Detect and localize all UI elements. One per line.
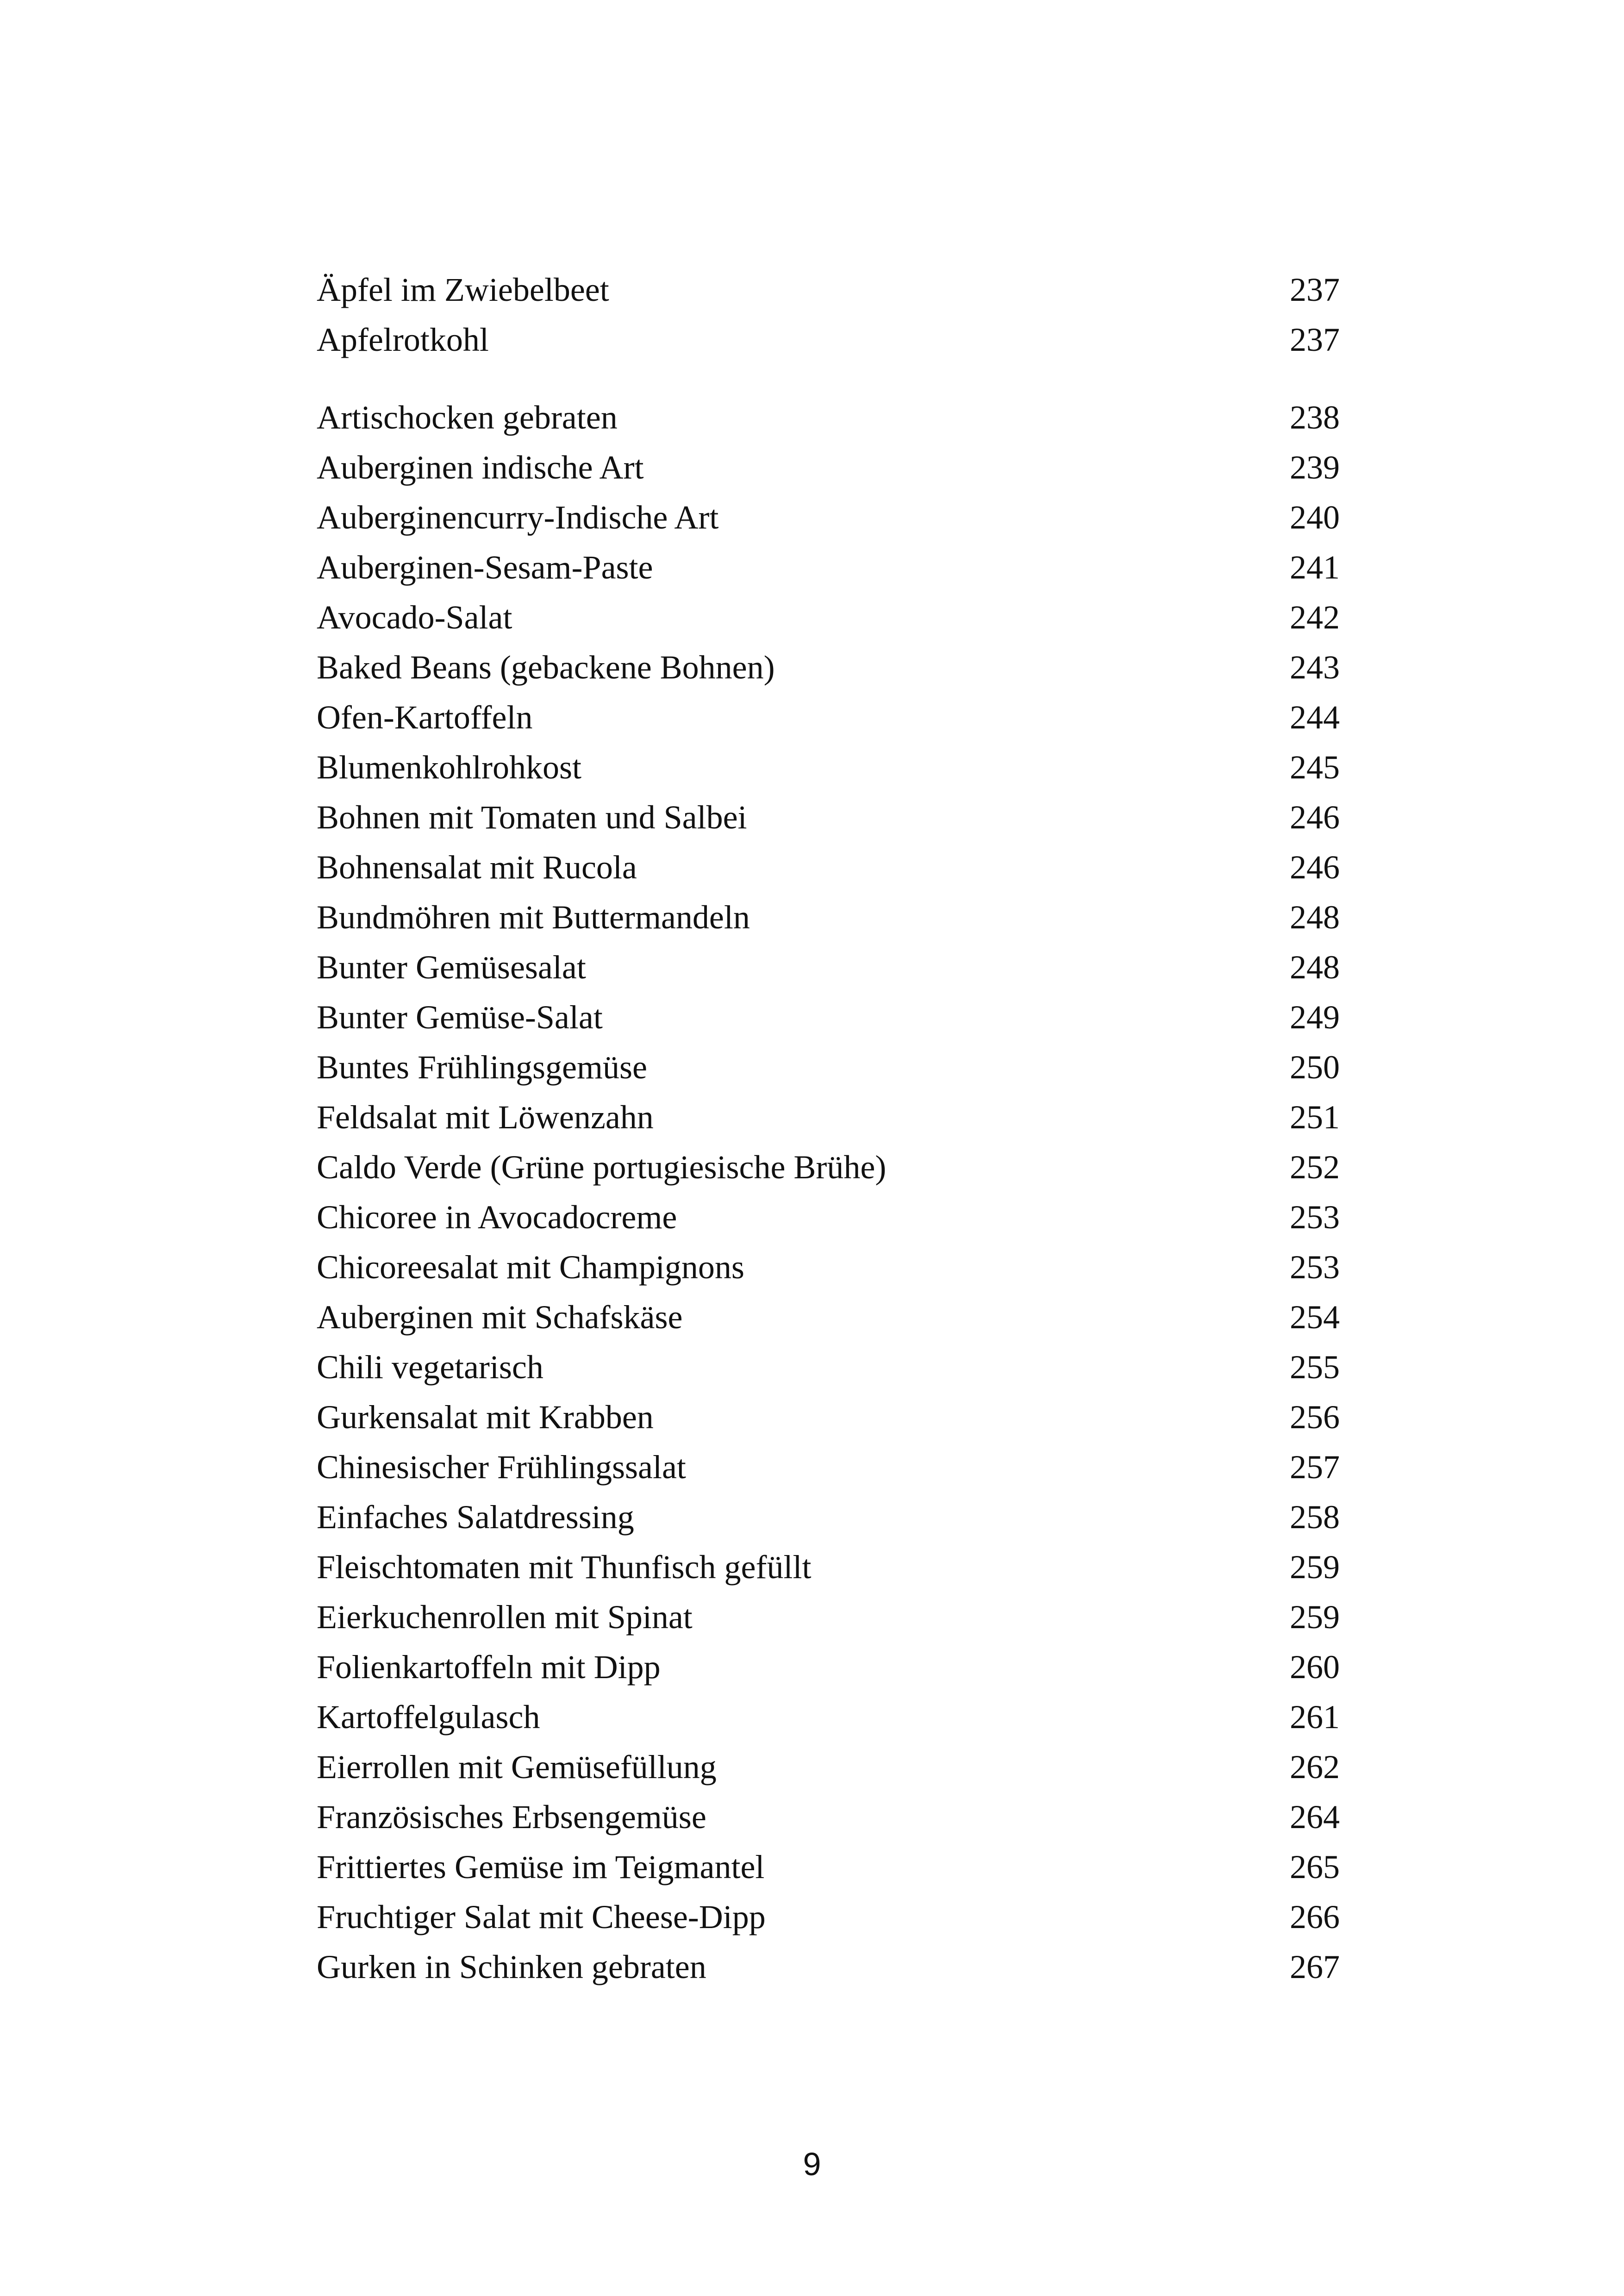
toc-entry-page: 257 [1290,1449,1340,1486]
toc-entry-title: Bundmöhren mit Buttermandeln [317,899,750,936]
toc-entry-page: 250 [1290,1049,1340,1086]
toc-entry-page: 260 [1290,1649,1340,1686]
toc-entry [317,892,1340,942]
toc-entry-title: Chinesischer Frühlingssalat [317,1449,686,1486]
toc-entry-title: Kartoffelgulasch [317,1699,540,1736]
toc-entry [317,1742,1340,1792]
toc-entry-title: Avocado-Salat [317,599,512,636]
toc-entry-title: Äpfel im Zwiebelbeet [317,271,609,308]
toc-entry [317,1642,1340,1692]
toc-entry-title: Baked Beans (gebackene Bohnen) [317,649,775,686]
toc-entry-page: 258 [1290,1499,1340,1536]
toc-entry [317,1842,1340,1892]
toc-entry-title: Bunter Gemüse-Salat [317,999,603,1036]
toc-entry-page: 253 [1290,1199,1340,1236]
toc-entry-page: 265 [1290,1848,1340,1885]
toc-entry [317,842,1340,892]
toc-entry [317,692,1340,742]
toc-entry-page: 246 [1290,849,1340,886]
toc-entry [317,792,1340,842]
toc-entry [317,1792,1340,1842]
toc-entry-page: 262 [1290,1748,1340,1786]
toc-entry [317,742,1340,792]
toc-entry-page: 244 [1290,699,1340,736]
toc-entry-page: 238 [1290,399,1340,436]
toc-entry-page: 259 [1290,1549,1340,1586]
toc-entry-title: Caldo Verde (Grüne portugiesische Brühe) [317,1149,887,1186]
toc-entry-title: Buntes Frühlingsgemüse [317,1049,647,1086]
toc-entry-title: Auberginen-Sesam-Paste [317,549,653,586]
toc-entry [317,315,1340,365]
toc-entry-title: Bunter Gemüsesalat [317,949,586,986]
toc-group [317,392,1340,1992]
toc-entry-page: 241 [1290,549,1340,586]
toc-entry-page: 249 [1290,999,1340,1036]
toc-entry-title: Auberginencurry-Indische Art [317,499,719,536]
toc-entry-title: Folienkartoffeln mit Dipp [317,1649,661,1686]
toc-entry-title: Feldsalat mit Löwenzahn [317,1099,654,1136]
toc-entry-title: Fruchtiger Salat mit Cheese-Dipp [317,1898,766,1935]
page-number: 9 [803,2146,821,2182]
toc-entry-page: 254 [1290,1299,1340,1336]
toc-entry [317,592,1340,642]
toc-entry-page: 242 [1290,599,1340,636]
toc-entry [317,1392,1340,1442]
toc-group [317,265,1340,365]
toc-entry-title: Gurkensalat mit Krabben [317,1399,654,1436]
toc-entry [317,1092,1340,1142]
toc-entry [317,1692,1340,1742]
toc-entry-title: Eierkuchenrollen mit Spinat [317,1599,693,1636]
toc-entry-title: Bohnen mit Tomaten und Salbei [317,799,747,836]
toc-entry [317,992,1340,1042]
toc-entry [317,1042,1340,1092]
toc-entry [317,1892,1340,1942]
toc-entry-title: Chicoreesalat mit Champignons [317,1249,744,1286]
toc-entry-title: Auberginen indische Art [317,449,644,486]
toc-entry-title: Gurken in Schinken gebraten [317,1948,706,1985]
toc-entry-page: 248 [1290,949,1340,986]
toc-entry-title: Frittiertes Gemüse im Teigmantel [317,1848,765,1885]
toc-entry-title: Bohnensalat mit Rucola [317,849,637,886]
toc-entry-page: 237 [1290,321,1340,358]
toc-entry-page: 248 [1290,899,1340,936]
toc-entry-title: Ofen-Kartoffeln [317,699,533,736]
toc-entry [317,1192,1340,1242]
toc-entry [317,1942,1340,1992]
toc-entry-page: 243 [1290,649,1340,686]
toc-entry-page: 237 [1290,271,1340,308]
toc-entry [317,492,1340,542]
toc-entry [317,1342,1340,1392]
toc-entry [317,942,1340,992]
toc-entry [317,1292,1340,1342]
toc-entry-title: Eierrollen mit Gemüsefüllung [317,1748,717,1786]
toc-entry-title: Chili vegetarisch [317,1349,543,1386]
toc-entry-page: 251 [1290,1099,1340,1136]
toc-entry [317,1442,1340,1492]
toc-entry-page: 264 [1290,1798,1340,1836]
toc-entry [317,265,1340,315]
toc-entry-title: Artischocken gebraten [317,399,618,436]
toc-entry-title: Auberginen mit Schafskäse [317,1299,683,1336]
table-of-contents [317,265,1340,1992]
toc-entry-page: 252 [1290,1149,1340,1186]
toc-entry-title: Chicoree in Avocadocreme [317,1199,677,1236]
toc-entry [317,1242,1340,1292]
toc-entry-page: 253 [1290,1249,1340,1286]
toc-entry-title: Apfelrotkohl [317,321,489,358]
toc-entry-page: 240 [1290,499,1340,536]
toc-entry [317,392,1340,442]
toc-entry-page: 256 [1290,1399,1340,1436]
toc-entry-page: 239 [1290,449,1340,486]
toc-entry-page: 255 [1290,1349,1340,1386]
toc-entry [317,1542,1340,1592]
toc-entry [317,1142,1340,1192]
toc-entry-page: 267 [1290,1948,1340,1985]
toc-entry [317,1492,1340,1542]
toc-entry-title: Französisches Erbsengemüse [317,1798,706,1836]
toc-entry-page: 261 [1290,1699,1340,1736]
toc-entry [317,542,1340,592]
toc-entry [317,1592,1340,1642]
toc-entry [317,442,1340,492]
toc-entry-page: 266 [1290,1898,1340,1935]
toc-entry-page: 259 [1290,1599,1340,1636]
toc-entry [317,642,1340,692]
toc-entry-title: Einfaches Salatdressing [317,1499,634,1536]
toc-entry-page: 245 [1290,749,1340,786]
toc-entry-title: Blumenkohlrohkost [317,749,581,786]
toc-entry-title: Fleischtomaten mit Thunfisch gefüllt [317,1549,812,1586]
toc-entry-page: 246 [1290,799,1340,836]
